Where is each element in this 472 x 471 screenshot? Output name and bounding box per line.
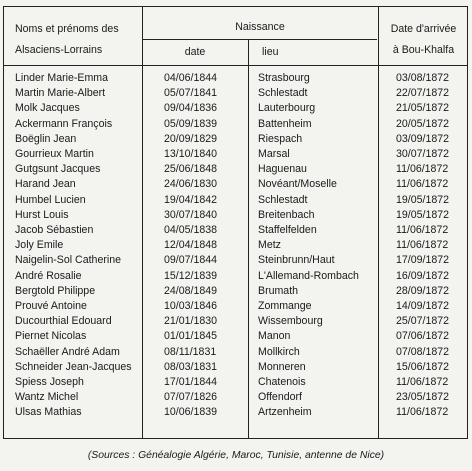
cell-name: Ducourthial Edouard (15, 315, 112, 328)
cell-name: André Rosalie (15, 269, 82, 282)
cell-birth-date: 08/03/1831 (164, 360, 218, 373)
table-row (4, 269, 467, 284)
cell-birth-place: Zommange (258, 300, 312, 312)
cell-name: Humbel Lucien (15, 193, 86, 206)
cell-birth-place: Strasbourg (258, 72, 310, 84)
cell-birth-place: Steinbrunn/Haut (258, 254, 335, 267)
cell-birth-place: Breitenbach (258, 208, 315, 221)
cell-name: Boëglin Jean (15, 132, 77, 145)
table-row (4, 375, 467, 390)
cell-arrival-date: 19/05/1872 (396, 208, 450, 221)
cell-birth-date: 24/08/1849 (164, 284, 218, 297)
cell-arrival-date: 21/05/1872 (396, 102, 450, 115)
cell-name: Linder Marie-Emma (15, 72, 109, 84)
cell-birth-date: 04/05/1838 (164, 224, 218, 236)
table-row (4, 71, 467, 86)
table-row (4, 117, 467, 132)
cell-name: Wantz Michel (15, 391, 79, 404)
cell-arrival-date: 23/05/1872 (396, 391, 450, 404)
source-note: (Sources : Généalogie Algérie, Maroc, Tunisie, antenne de Nice) (87, 450, 385, 461)
cell-birth-date: 10/06/1839 (164, 406, 218, 419)
header-names-line1: Noms et prénoms des (15, 23, 119, 35)
cell-birth-place: Haguenau (258, 163, 307, 176)
cell-name: Hurst Louis (15, 208, 69, 221)
cell-birth-date: 13/10/1840 (164, 148, 218, 160)
header-arrival-line1: Date d'arrivée (390, 23, 457, 35)
cell-birth-place: Riespach (258, 132, 303, 145)
cell-arrival-date: 28/09/1872 (396, 284, 450, 297)
cell-arrival-date: 15/06/1872 (396, 360, 450, 373)
cell-name: Harand Jean (15, 178, 76, 191)
cell-birth-date: 05/09/1839 (164, 117, 218, 130)
cell-birth-place: Battenheim (258, 117, 312, 130)
cell-birth-place: Marsal (258, 148, 290, 160)
header-lieu: lieu (262, 46, 279, 58)
cell-name: Gourrieux Martin (15, 148, 94, 160)
table-row (4, 299, 467, 314)
cell-arrival-date: 07/06/1872 (396, 330, 450, 343)
cell-birth-date: 12/04/1848 (164, 239, 218, 252)
cell-birth-place: Schlestadt (258, 87, 308, 100)
cell-arrival-date: 16/09/1872 (396, 269, 450, 282)
cell-name: Molk Jacques (15, 102, 80, 115)
divider-header (4, 65, 467, 66)
table-row (4, 101, 467, 116)
table-row (4, 86, 467, 101)
cell-birth-date: 15/12/1839 (164, 269, 218, 282)
header-naissance: Naissance (235, 21, 285, 33)
cell-name: Piernet Nicolas (15, 330, 87, 343)
table-row (4, 238, 467, 253)
cell-birth-date: 17/01/1844 (164, 376, 218, 388)
cell-arrival-date: 11/06/1872 (396, 178, 449, 191)
cell-birth-date: 01/01/1845 (164, 330, 218, 343)
cell-arrival-date: 20/05/1872 (396, 117, 450, 130)
cell-name: Ackermann François (15, 117, 113, 130)
table-row (4, 360, 467, 375)
header-names-line2: Alsaciens-Lorrains (15, 44, 103, 56)
cell-birth-date: 30/07/1840 (164, 208, 218, 221)
cell-birth-date: 04/06/1844 (164, 72, 218, 84)
header-arrival-line2: à Bou-Khalfa (392, 44, 455, 56)
header-date: date (184, 46, 206, 58)
cell-name: Joly Emile (15, 239, 64, 252)
table-row (4, 132, 467, 147)
table-row (4, 162, 467, 177)
cell-birth-place: Chatenois (258, 376, 306, 388)
cell-name: Schneider Jean-Jacques (15, 360, 132, 373)
cell-arrival-date: 11/06/1872 (396, 376, 449, 388)
cell-birth-place: Wissembourg (258, 315, 323, 328)
cell-arrival-date: 17/09/1872 (396, 254, 450, 267)
cell-name: Schaëller André Adam (15, 345, 120, 358)
cell-birth-date: 09/04/1836 (164, 102, 218, 115)
table-row (4, 208, 467, 223)
divider-naissance (142, 39, 377, 40)
cell-birth-place: L'Allemand-Rombach (258, 269, 359, 282)
cell-arrival-date: 03/09/1872 (396, 132, 450, 145)
cell-birth-date: 20/09/1829 (164, 132, 218, 145)
cell-birth-date: 24/06/1830 (164, 178, 218, 191)
cell-birth-date: 09/07/1844 (164, 254, 218, 267)
cell-birth-date: 10/03/1846 (164, 300, 218, 312)
cell-birth-place: Brumath (258, 284, 299, 297)
cell-arrival-date: 07/08/1872 (396, 345, 450, 358)
cell-arrival-date: 22/07/1872 (396, 87, 450, 100)
table-row (4, 345, 467, 360)
cell-name: Bergtold Philippe (15, 284, 96, 297)
cell-name: Martin Marie-Albert (15, 87, 106, 100)
cell-birth-place: Mollkirch (258, 345, 300, 358)
cell-arrival-date: 25/07/1872 (396, 315, 450, 328)
cell-arrival-date: 11/06/1872 (396, 224, 449, 236)
cell-arrival-date: 30/07/1872 (396, 148, 450, 160)
cell-birth-place: Offendorf (258, 391, 302, 404)
cell-birth-date: 08/11/1831 (164, 345, 217, 358)
cell-name: Jacob Sébastien (15, 224, 94, 236)
table-row (4, 177, 467, 192)
cell-birth-date: 07/07/1826 (164, 391, 218, 404)
cell-arrival-date: 11/06/1872 (396, 239, 449, 252)
cell-birth-date: 05/07/1841 (164, 87, 218, 100)
cell-birth-place: Lauterbourg (258, 102, 316, 115)
cell-name: Gutgsunt Jacques (15, 163, 101, 176)
table-row (4, 147, 467, 162)
cell-birth-place: Novéant/Moselle (258, 178, 337, 191)
cell-birth-place: Schlestadt (258, 193, 308, 206)
cell-arrival-date: 11/06/1872 (396, 163, 449, 176)
cell-birth-place: Artzenheim (258, 406, 312, 419)
table-row (4, 223, 467, 238)
cell-birth-date: 21/01/1830 (164, 315, 218, 328)
cell-arrival-date: 14/09/1872 (396, 300, 450, 312)
cell-name: Spiess Joseph (15, 376, 84, 388)
cell-name: Prouvé Antoine (15, 300, 87, 312)
cell-birth-place: Staffelfelden (258, 224, 317, 236)
cell-name: Ulsas Mathias (15, 406, 82, 419)
table-row (4, 329, 467, 344)
cell-arrival-date: 11/06/1872 (396, 406, 449, 419)
cell-birth-date: 19/04/1842 (164, 193, 218, 206)
cell-birth-place: Monneren (258, 360, 306, 373)
table-row (4, 253, 467, 268)
cell-birth-place: Metz (258, 239, 281, 252)
table-row (4, 284, 467, 299)
table-row (4, 314, 467, 329)
cell-arrival-date: 03/08/1872 (396, 72, 450, 84)
cell-birth-place: Manon (258, 330, 291, 343)
cell-name: Naigelin-Sol Catherine (15, 254, 121, 267)
table-row (4, 390, 467, 405)
cell-birth-date: 25/06/1848 (164, 163, 218, 176)
alsace-lorraine-table (3, 6, 468, 439)
cell-arrival-date: 19/05/1872 (396, 193, 450, 206)
table-row (4, 193, 467, 208)
table-row (4, 405, 467, 420)
